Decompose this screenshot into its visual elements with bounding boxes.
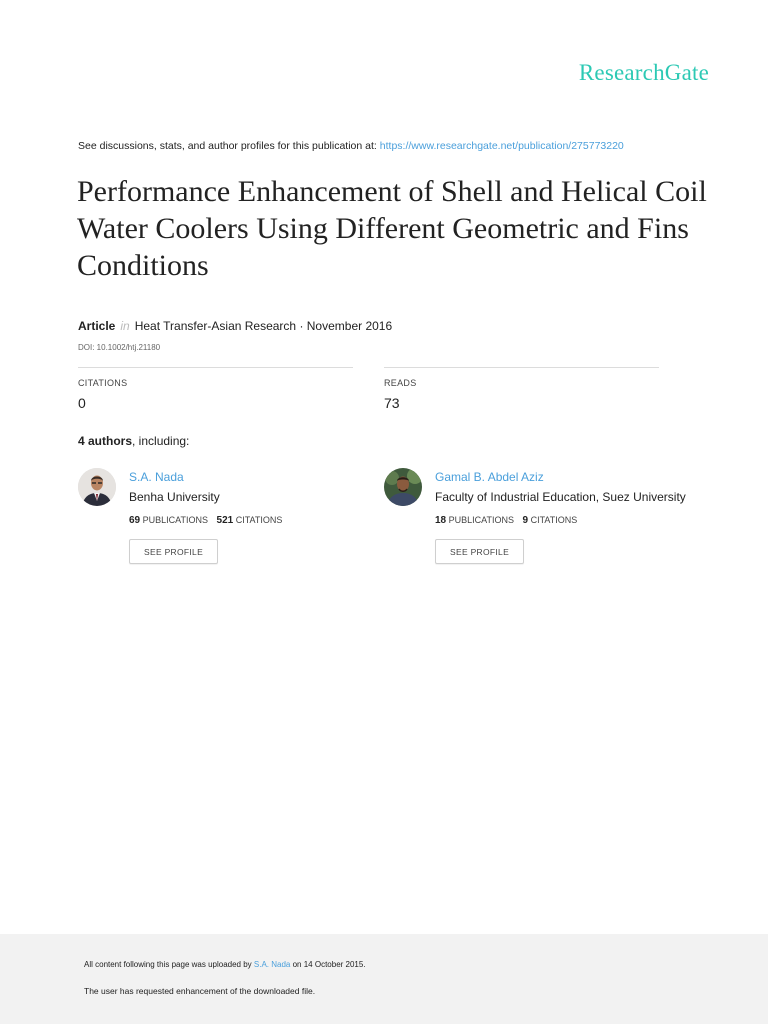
- see-profile-button[interactable]: SEE PROFILE: [129, 539, 218, 564]
- publication-url-link[interactable]: https://www.researchgate.net/publication/275773220: [379, 140, 624, 152]
- upload-date: on 14 October 2015.: [292, 960, 366, 969]
- person-photo-icon[interactable]: [78, 468, 116, 506]
- publication-link-line: [78, 140, 624, 152]
- author-publications-label: PUBLICATIONS: [448, 515, 514, 525]
- author-stats: [435, 515, 577, 526]
- author-citations-label: CITATIONS: [235, 515, 283, 525]
- author-stats: [129, 515, 282, 526]
- uploader-link[interactable]: S.A. Nada: [253, 960, 291, 969]
- upload-footer: [0, 934, 768, 1024]
- authors-suffix: , including:: [132, 434, 190, 448]
- in-label: in: [120, 319, 130, 333]
- page-title: Performance Enhancement of Shell and Helical Coil Water Coolers Using Different Geometric and Fins Conditions: [77, 175, 707, 282]
- enhancement-note: The user has requested enhancement of the downloaded file.: [84, 986, 316, 996]
- reads-divider: [384, 367, 659, 368]
- reads-label: READS: [384, 378, 417, 388]
- citations-value: 0: [78, 395, 86, 411]
- author-card: [78, 468, 398, 578]
- journal-date: Heat Transfer-Asian Research · November 2016: [134, 319, 393, 333]
- doi-text: DOI: 10.1002/htj.21180: [78, 343, 161, 352]
- author-publications-count: 18: [435, 515, 447, 526]
- author-institution: Faculty of Industrial Education, Suez University: [435, 490, 686, 504]
- author-citations-count: 521: [216, 515, 234, 526]
- authors-count: 4 authors: [78, 434, 133, 448]
- author-publications-count: 69: [129, 515, 141, 526]
- authors-heading: [78, 434, 189, 448]
- upload-info: [84, 960, 366, 969]
- see-profile-button[interactable]: SEE PROFILE: [435, 539, 524, 564]
- author-institution: Benha University: [129, 490, 220, 504]
- author-publications-label: PUBLICATIONS: [142, 515, 208, 525]
- citations-label: CITATIONS: [78, 378, 128, 388]
- reads-value: 73: [384, 395, 400, 411]
- article-meta: [78, 319, 392, 333]
- author-name-link[interactable]: S.A. Nada: [129, 470, 184, 484]
- article-type: Article: [78, 319, 116, 333]
- author-name-link[interactable]: Gamal B. Abdel Aziz: [435, 470, 544, 484]
- upload-prefix: All content following this page was uploaded by: [84, 960, 252, 969]
- author-citations-count: 9: [522, 515, 529, 526]
- researchgate-logo[interactable]: ResearchGate: [578, 60, 709, 85]
- author-card: [384, 468, 704, 578]
- person-photo-icon[interactable]: [384, 468, 422, 506]
- author-citations-label: CITATIONS: [530, 515, 578, 525]
- see-discussions-text: See discussions, stats, and author profiles for this publication at:: [78, 140, 377, 152]
- citations-divider: [78, 367, 353, 368]
